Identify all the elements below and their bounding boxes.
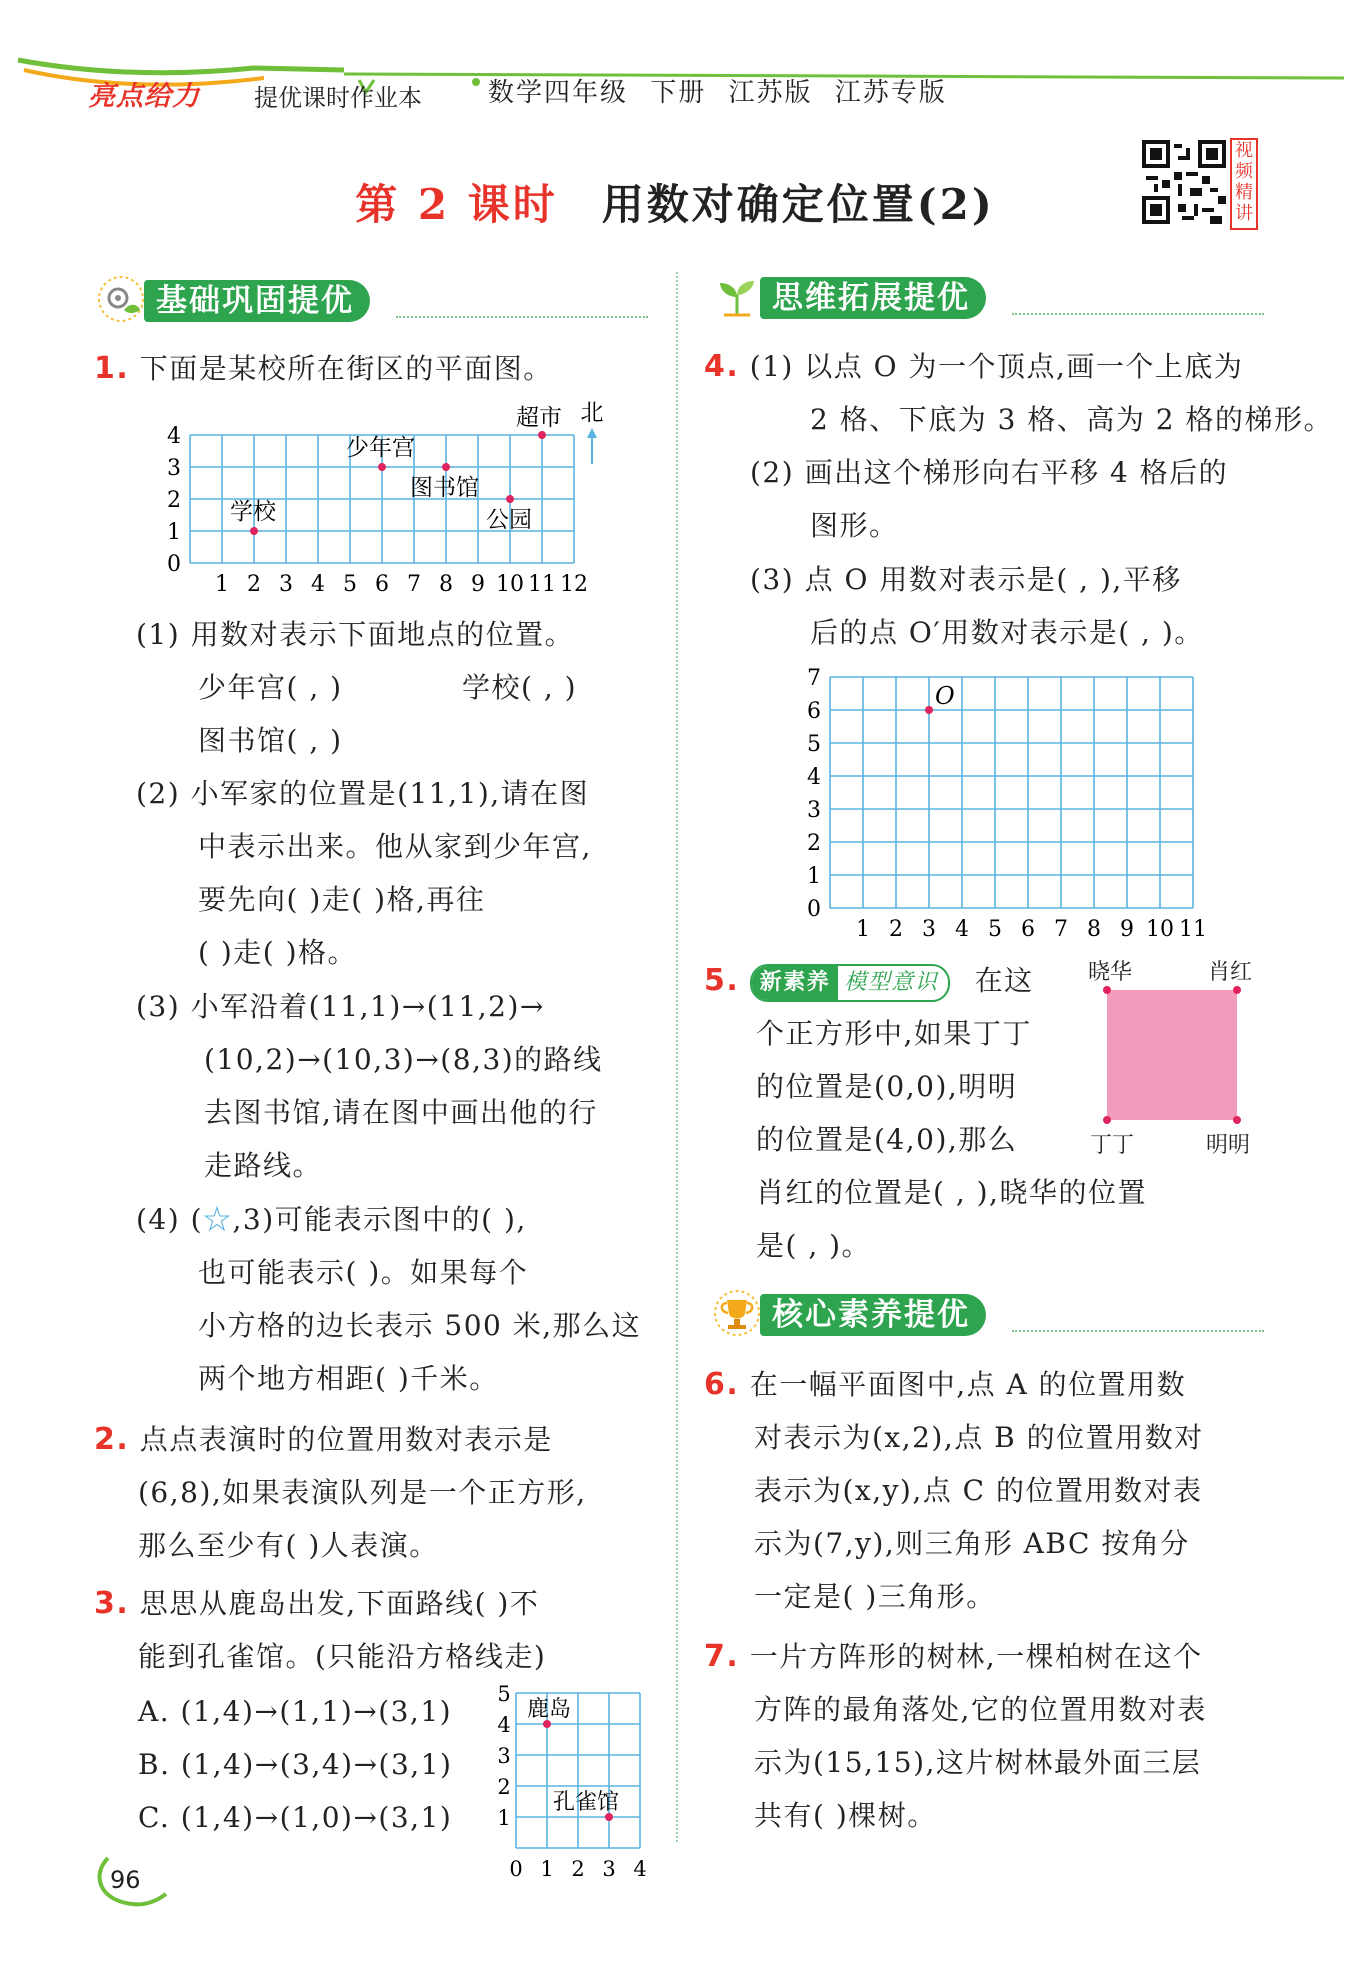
map-place-point <box>250 527 258 535</box>
q5-corner-br-dot <box>1233 1116 1241 1124</box>
map-place-label: 超市 <box>516 405 562 431</box>
grid-y-tick: 0 <box>807 897 821 922</box>
q1-part1-library[interactable]: 图书馆( , ) <box>198 724 343 757</box>
q1-part1-youth-palace[interactable]: 少年宫( , ) <box>198 671 343 704</box>
brand-logo-text: 亮点给力 <box>88 81 200 112</box>
q5-corner-tr-dot <box>1233 986 1241 994</box>
grid-y-tick: 2 <box>807 831 821 856</box>
q2-line2: (6,8),如果表演队列是一个正方形, <box>138 1476 587 1509</box>
map3-place-label: 鹿岛 <box>527 1697 572 1722</box>
q1-part4-line2[interactable]: 也可能表示( )。如果每个 <box>198 1256 529 1289</box>
star-icon: ☆ <box>203 1203 233 1236</box>
q6-line5[interactable]: 一定是( )三角形。 <box>754 1580 996 1613</box>
grid-x-tick: 7 <box>1054 917 1068 938</box>
map-place-point <box>378 463 386 471</box>
map3-y-tick: 4 <box>497 1713 511 1737</box>
q1-number: 1. <box>94 351 130 386</box>
q3-island-map <box>490 1680 660 1880</box>
grid-x-tick: 4 <box>955 917 969 938</box>
map-x-tick: 10 <box>496 572 524 597</box>
section-basic-header <box>96 280 648 322</box>
map3-x-tick: 0 <box>509 1857 523 1880</box>
q4-part3-line2[interactable]: 后的点 O′用数对表示是( , )。 <box>810 616 1204 649</box>
q1-part2-line4[interactable]: ( )走( )格。 <box>198 936 357 969</box>
q1-street-map <box>160 398 630 598</box>
section-thinking-header <box>712 277 1264 319</box>
q2-line1: 2. 点点表演时的位置用数对表示是 <box>94 1422 553 1457</box>
map-x-tick: 12 <box>560 572 588 597</box>
map-x-tick: 8 <box>439 572 453 597</box>
q1-part3-line4: 走路线。 <box>204 1149 323 1182</box>
map-y-tick: 3 <box>167 456 181 481</box>
sprout-icon <box>712 271 762 321</box>
grid-y-tick: 4 <box>807 765 821 790</box>
q5-line2: 个正方形中,如果丁丁 <box>756 1017 1032 1050</box>
map3-y-tick: 1 <box>497 1806 511 1830</box>
map-place-label: 图书馆 <box>410 475 479 501</box>
q1-part2-line3[interactable]: 要先向( )走( )格,再往 <box>198 883 486 916</box>
q1-part4-line3: 小方格的边长表示 500 米,那么这 <box>198 1309 642 1342</box>
map-y-tick: 2 <box>167 488 181 513</box>
q5-line3: 的位置是(0,0),明明 <box>756 1070 1018 1103</box>
q1-part2-line2: 中表示出来。他从家到少年宫, <box>198 830 592 863</box>
q3-line1[interactable]: 3. 思思从鹿岛出发,下面路线( )不 <box>94 1586 540 1621</box>
map3-x-tick: 4 <box>633 1857 647 1880</box>
q6-line4: 示为(7,y),则三角形 ABC 按角分 <box>754 1527 1190 1560</box>
grid-y-tick: 3 <box>807 798 821 823</box>
q1-stem <box>94 342 553 395</box>
q4-part3-line1[interactable]: (3) 点 O 用数对表示是( , ),平移 <box>750 563 1182 596</box>
q7-line3: 示为(15,15),这片树林最外面三层 <box>754 1746 1202 1779</box>
map-y-tick: 1 <box>167 520 181 545</box>
map3-x-tick: 1 <box>540 1857 554 1880</box>
map3-y-tick: 3 <box>497 1744 511 1768</box>
q1-part2-line1: (2) 小军家的位置是(11,1),请在图 <box>136 777 590 810</box>
section-basic-title: 基础巩固提优 <box>144 280 370 322</box>
grid-x-tick: 2 <box>889 917 903 938</box>
q2-number: 2. <box>94 1422 130 1457</box>
trophy-icon <box>712 1288 762 1338</box>
q4-part1-line1: 4. (1) 以点 O 为一个顶点,画一个上底为 <box>704 349 1244 384</box>
q5-label-mingming: 明明 <box>1206 1133 1251 1158</box>
page-title <box>0 172 1350 232</box>
map-x-tick: 9 <box>471 572 485 597</box>
q5-label-xiaohua: 晓华 <box>1088 960 1133 985</box>
q6-line1: 6. 在一幅平面图中,点 A 的位置用数 <box>704 1367 1187 1402</box>
q5-line5[interactable]: 肖红的位置是( , ),晓华的位置 <box>756 1176 1147 1209</box>
grid-x-tick: 1 <box>856 917 870 938</box>
map-place-point <box>506 495 514 503</box>
q1-part1-school[interactable]: 学校( , ) <box>462 671 578 704</box>
q5-square <box>1107 990 1237 1120</box>
grid-x-tick: 9 <box>1120 917 1134 938</box>
map-x-tick: 7 <box>407 572 421 597</box>
grid-x-tick: 11 <box>1179 917 1207 938</box>
map-north-label: 北 <box>580 400 604 426</box>
q7-line4[interactable]: 共有( )棵树。 <box>754 1799 937 1832</box>
map3-y-tick: 5 <box>497 1682 511 1706</box>
q5-label-dingding: 丁丁 <box>1090 1133 1135 1158</box>
q6-number: 6. <box>704 1367 740 1402</box>
q4-part1-line2: 2 格、下底为 3 格、高为 2 格的梯形。 <box>810 403 1333 436</box>
section-thinking-title: 思维拓展提优 <box>760 277 986 319</box>
q1-part4-line4[interactable]: 两个地方相距( )千米。 <box>198 1362 499 1395</box>
q1-part3-line2: (10,2)→(10,3)→(8,3)的路线 <box>204 1043 603 1076</box>
map-place-label: 公园 <box>486 507 532 533</box>
q4-part2-line2: 图形。 <box>810 509 899 542</box>
q4-part2-line1: (2) 画出这个梯形向右平移 4 格后的 <box>750 456 1229 489</box>
section-core-title: 核心素养提优 <box>760 1294 986 1336</box>
q5-line4: 的位置是(4,0),那么 <box>756 1123 1018 1156</box>
q5-line6[interactable]: 是( , )。 <box>756 1229 872 1262</box>
q6-line2: 对表示为(x,2),点 B 的位置用数对 <box>754 1421 1204 1454</box>
map3-x-tick: 3 <box>602 1857 616 1880</box>
q5-label-xiaohong: 肖红 <box>1208 960 1253 985</box>
q3-option-c[interactable]: C. (1,4)→(1,0)→(3,1) <box>138 1801 453 1834</box>
column-divider <box>676 272 678 1842</box>
q1-part4-line1[interactable]: (4) (☆,3)可能表示图中的( ), <box>136 1203 527 1236</box>
header-subtitle: 提优课时作业本 <box>254 84 422 112</box>
map-place-point <box>442 463 450 471</box>
map-x-tick: 2 <box>247 572 261 597</box>
section-core-header <box>712 1294 1264 1336</box>
grid-x-tick: 6 <box>1021 917 1035 938</box>
lesson-name: 用数对确定位置(2) <box>601 180 995 229</box>
q3-option-b[interactable]: B. (1,4)→(3,4)→(3,1) <box>138 1748 453 1781</box>
q5-corner-tl-dot <box>1103 986 1111 994</box>
q7-line1: 7. 一片方阵形的树林,一棵柏树在这个 <box>704 1639 1203 1674</box>
map-place-label: 学校 <box>230 499 276 525</box>
map-x-tick: 5 <box>343 572 357 597</box>
qr-tag: 视频精讲 <box>1230 138 1258 230</box>
grid-x-tick: 3 <box>922 917 936 938</box>
map-place-point <box>538 431 546 439</box>
grid-x-tick: 8 <box>1087 917 1101 938</box>
grid-y-tick: 5 <box>807 732 821 757</box>
q5-corner-bl-dot <box>1103 1116 1111 1124</box>
map3-y-tick: 2 <box>497 1775 511 1799</box>
north-arrow-head <box>587 428 597 438</box>
q3-line2: 能到孔雀馆。(只能沿方格线走) <box>138 1640 547 1673</box>
q3-option-a[interactable]: A. (1,4)→(1,1)→(3,1) <box>138 1695 453 1728</box>
point-o <box>925 706 933 714</box>
header-book-info: 数学四年级 下册 江苏版 江苏专版 <box>488 78 947 108</box>
map-place-label: 少年宫 <box>346 435 415 461</box>
q1-stem-text: 下面是某校所在街区的平面图。 <box>139 352 553 385</box>
map-x-tick: 1 <box>215 572 229 597</box>
map-x-tick: 6 <box>375 572 389 597</box>
page-number: 96 <box>110 1866 141 1894</box>
q5-badge: 新素养 模型意识 <box>750 964 951 1002</box>
map3-place-label: 孔雀馆 <box>553 1790 620 1815</box>
lesson-number: 第 2 课时 <box>355 180 558 229</box>
q2-line3[interactable]: 那么至少有( )人表演。 <box>138 1529 439 1562</box>
q7-number: 7. <box>704 1639 740 1674</box>
map-x-tick: 4 <box>311 572 325 597</box>
q1-part3-line1: (3) 小军沿着(11,1)→(11,2)→ <box>136 990 545 1023</box>
grid-x-tick: 10 <box>1146 917 1174 938</box>
q5-line1: 5. 新素养 模型意识 在这 <box>704 954 1034 1007</box>
q5-number: 5. <box>704 963 740 998</box>
q4-number: 4. <box>704 349 740 384</box>
grid-y-tick: 6 <box>807 699 821 724</box>
grid-x-tick: 5 <box>988 917 1002 938</box>
q1-part1: (1) 用数对表示下面地点的位置。 <box>136 618 575 651</box>
gear-leaf-icon <box>96 274 146 324</box>
map-x-tick: 11 <box>528 572 556 597</box>
grid-y-tick: 1 <box>807 864 821 889</box>
map-y-tick: 4 <box>167 424 181 449</box>
point-o-label: O <box>935 682 955 710</box>
map-x-tick: 3 <box>279 572 293 597</box>
q7-line2: 方阵的最角落处,它的位置用数对表 <box>754 1693 1207 1726</box>
map-y-tick: 0 <box>167 552 181 577</box>
q6-line3: 表示为(x,y),点 C 的位置用数对表 <box>754 1474 1203 1507</box>
map3-x-tick: 2 <box>571 1857 585 1880</box>
q3-number: 3. <box>94 1586 130 1621</box>
q1-part3-line3: 去图书馆,请在图中画出他的行 <box>204 1096 598 1129</box>
grid-y-tick: 7 <box>807 668 821 691</box>
q4-coordinate-grid[interactable] <box>800 668 1210 938</box>
